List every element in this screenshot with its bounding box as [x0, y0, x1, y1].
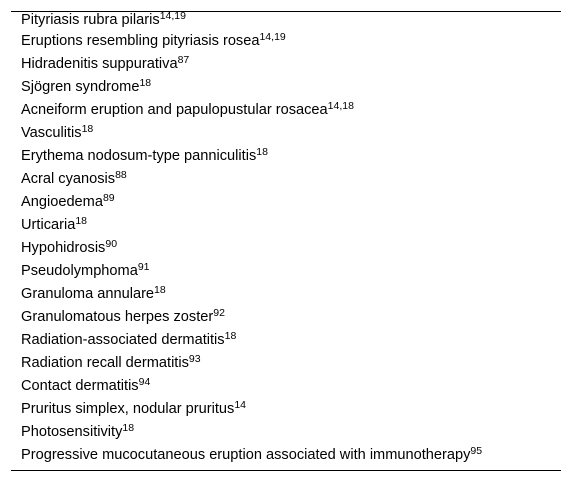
reference-superscript: 93 — [188, 353, 201, 365]
reference-superscript: 14,19 — [159, 10, 186, 22]
condition-name: Hidradenitis suppurativa — [21, 56, 178, 72]
table-row — [11, 168, 561, 191]
reference-table — [11, 11, 561, 471]
table-row — [11, 352, 561, 375]
reference-superscript: 18 — [75, 215, 88, 227]
table-row — [11, 306, 561, 329]
reference-superscript: 14 — [234, 399, 246, 411]
reference-superscript: 95 — [470, 445, 483, 457]
table-row — [11, 76, 561, 99]
table-row — [11, 421, 561, 444]
condition-name: Pruritus simplex, nodular pruritus — [21, 401, 235, 417]
condition-list — [11, 12, 561, 470]
table-row — [11, 12, 561, 30]
table-row — [11, 53, 561, 76]
condition-name: Photosensitivity — [21, 424, 123, 440]
condition-name: Progressive mucocutaneous eruption associated with immunotherapy — [21, 447, 471, 463]
table-row — [11, 329, 561, 352]
table-row — [11, 444, 561, 467]
condition-name: Contact dermatitis — [21, 378, 139, 394]
condition-name: Sjögren syndrome — [21, 79, 140, 95]
condition-name: Radiation recall dermatitis — [21, 355, 189, 371]
condition-name: Pseudolymphoma — [21, 263, 138, 279]
reference-superscript: 92 — [213, 307, 225, 319]
table-row — [11, 283, 561, 306]
reference-superscript: 94 — [138, 376, 151, 388]
table-row — [11, 122, 561, 145]
condition-name: Radiation-associated dermatitis — [21, 332, 225, 348]
condition-name: Pityriasis rubra pilaris — [21, 12, 160, 28]
reference-superscript: 18 — [256, 146, 268, 158]
table-row — [11, 375, 561, 398]
condition-name: Angioedema — [21, 194, 103, 210]
condition-name: Eruptions resembling pityriasis rosea — [21, 33, 260, 49]
table-row — [11, 260, 561, 283]
reference-superscript: 91 — [137, 261, 150, 273]
reference-superscript: 14,19 — [259, 31, 286, 43]
condition-name: Vasculitis — [21, 125, 82, 141]
table-row — [11, 191, 561, 214]
reference-superscript: 18 — [224, 330, 237, 342]
reference-superscript: 18 — [139, 77, 152, 89]
reference-superscript: 90 — [105, 238, 118, 250]
table-row — [11, 99, 561, 122]
condition-name: Erythema nodosum-type panniculitis — [21, 148, 257, 164]
reference-superscript: 18 — [122, 422, 135, 434]
reference-superscript: 18 — [81, 123, 94, 135]
condition-name: Granuloma annulare — [21, 286, 155, 302]
table-row — [11, 145, 561, 168]
reference-superscript: 18 — [154, 284, 166, 296]
table-row — [11, 30, 561, 53]
reference-superscript: 88 — [115, 169, 127, 181]
condition-name: Granulomatous herpes zoster — [21, 309, 214, 325]
table-row — [11, 237, 561, 260]
condition-name: Acneiform eruption and papulopustular rosacea — [21, 102, 328, 118]
reference-superscript: 89 — [102, 192, 115, 204]
condition-name: Urticaria — [21, 217, 76, 233]
reference-superscript: 87 — [177, 54, 190, 66]
table-row — [11, 214, 561, 237]
condition-name: Hypohidrosis — [21, 240, 106, 256]
table-row — [11, 398, 561, 421]
reference-superscript: 14,18 — [327, 100, 354, 112]
condition-name: Acral cyanosis — [21, 171, 116, 187]
